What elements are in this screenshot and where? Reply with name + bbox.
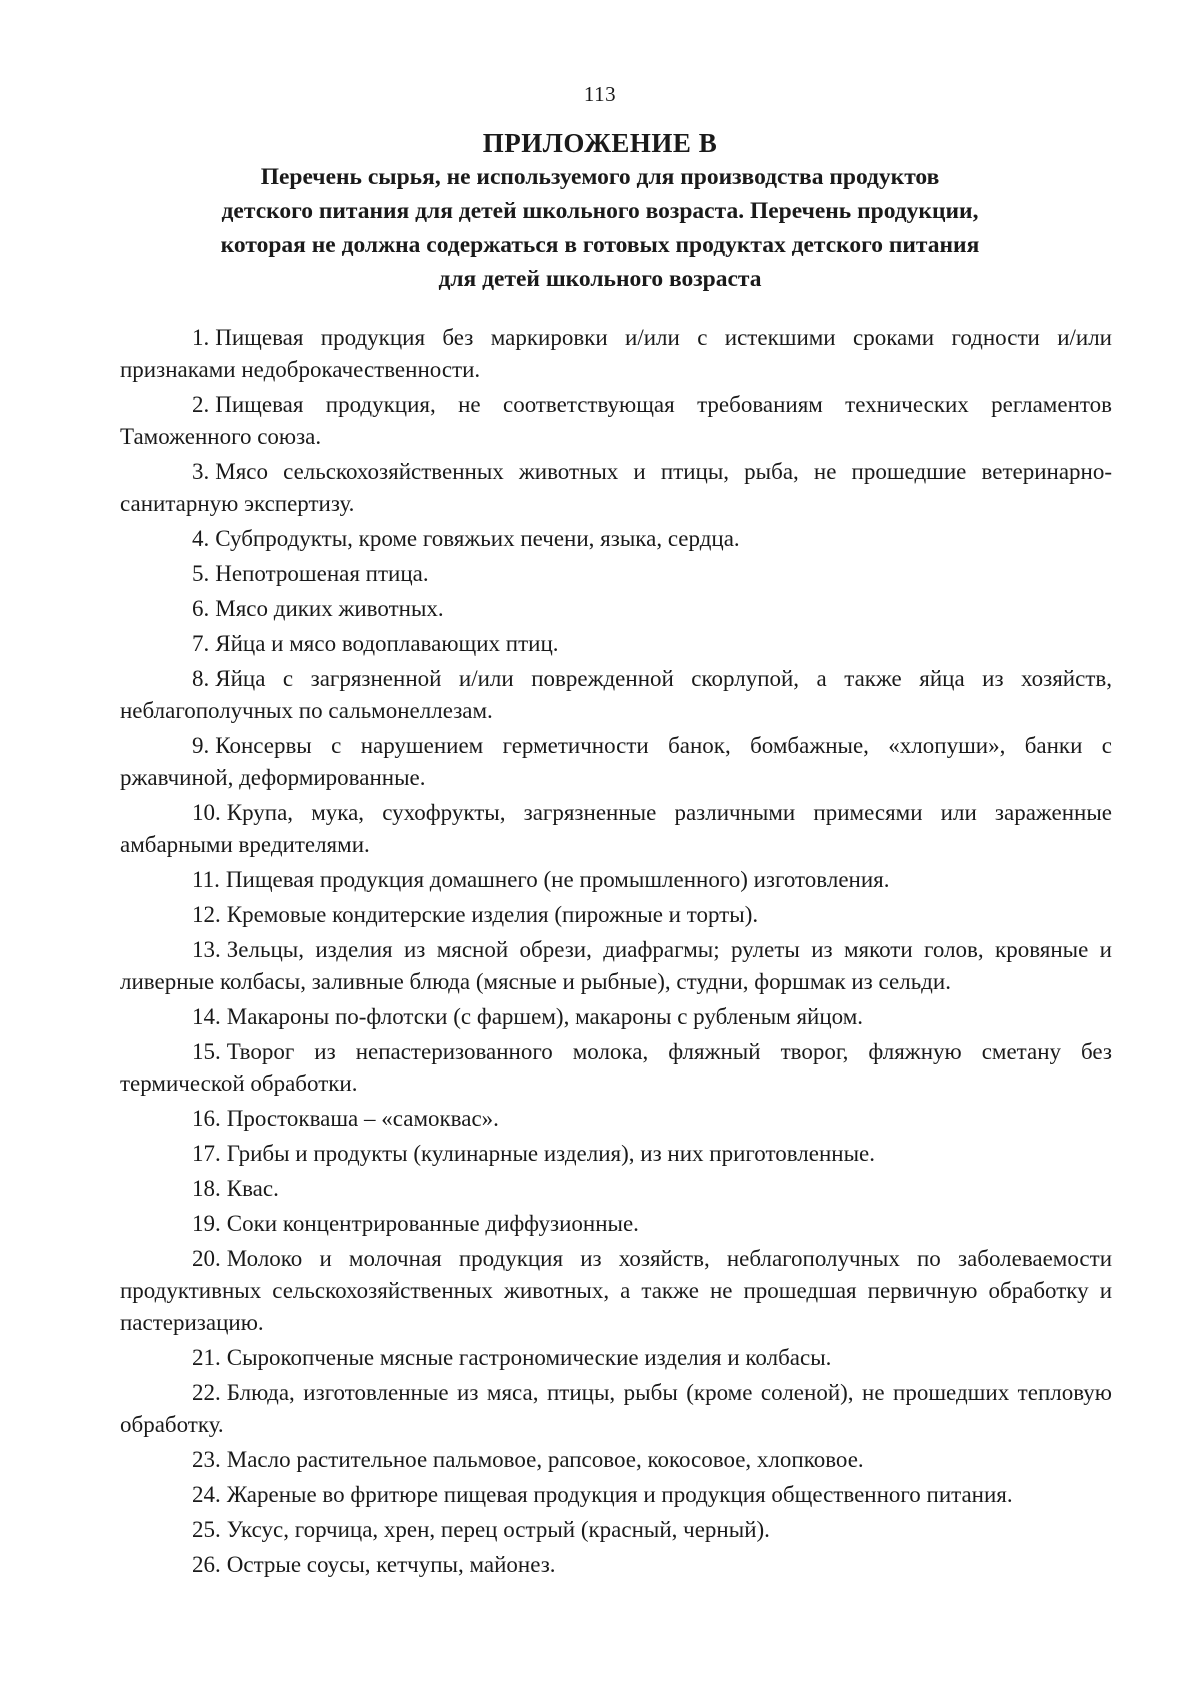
item-text: Уксус, горчица, хрен, перец острый (красный, черный). (226, 1517, 770, 1542)
subtitle-line: для детей школьного возраста (438, 266, 762, 292)
item-text: Мясо сельскохозяйственных животных и птицы, рыба, не прошедшие ветеринарно-санитарную экспертизу. (120, 459, 1112, 516)
list-item (120, 1342, 1112, 1374)
item-number: 21. (192, 1345, 221, 1370)
item-number: 20. (192, 1246, 221, 1271)
list-item (120, 1103, 1112, 1135)
item-text: Мясо диких животных. (215, 596, 444, 621)
item-number: 16. (192, 1106, 221, 1131)
page-number: 113 (583, 82, 617, 106)
item-text: Сырокопченые мясные гастрономические изделия и колбасы. (226, 1345, 832, 1370)
item-number: 5. (192, 561, 210, 586)
list-item (120, 558, 1112, 590)
list-item (120, 1138, 1112, 1170)
list-item (120, 797, 1112, 861)
item-number: 11. (192, 867, 220, 892)
item-number: 14. (192, 1004, 221, 1029)
item-text: Пищевая продукция без маркировки и/или с истекшими сроками годности и/или признаками недоброкачественности. (120, 325, 1112, 382)
list-item (120, 1479, 1112, 1511)
subtitle-line: детского питания для детей школьного возраста. Перечень продукции, (221, 198, 979, 224)
item-text: Блюда, изготовленные из мяса, птицы, рыбы (кроме соленой), не прошедших тепловую обработку. (120, 1380, 1112, 1437)
item-text: Острые соусы, кетчупы, майонез. (226, 1552, 556, 1577)
item-text: Молоко и молочная продукция из хозяйств, неблагополучных по заболеваемости продуктивных сельскохозяйственных животных, а также не прошедшая первичную обработку и пастеризацию. (120, 1246, 1112, 1335)
list-item (120, 1444, 1112, 1476)
item-number: 9. (192, 733, 210, 758)
list-item (120, 899, 1112, 931)
item-number: 8. (192, 666, 210, 691)
list-item (120, 663, 1112, 727)
item-text: Яйца и мясо водоплавающих птиц. (215, 631, 559, 656)
item-number: 23. (192, 1447, 221, 1472)
list-item (120, 1377, 1112, 1441)
list-item (120, 730, 1112, 794)
item-number: 18. (192, 1176, 221, 1201)
item-number: 24. (192, 1482, 221, 1507)
item-number: 4. (192, 526, 210, 551)
list-item (120, 593, 1112, 625)
item-text: Жареные во фритюре пищевая продукция и продукция общественного питания. (226, 1482, 1013, 1507)
item-text: Субпродукты, кроме говяжьих печени, языка, сердца. (215, 526, 740, 551)
item-number: 15. (192, 1039, 221, 1064)
item-number: 22. (192, 1380, 221, 1405)
list-item (120, 1173, 1112, 1205)
item-number: 3. (192, 459, 210, 484)
item-number: 7. (192, 631, 210, 656)
item-text: Соки концентрированные диффузионные. (226, 1211, 639, 1236)
item-number: 6. (192, 596, 210, 621)
page-title: ПРИЛОЖЕНИЕ В (482, 128, 718, 158)
item-text: Масло растительное пальмовое, рапсовое, кокосовое, хлопковое. (226, 1447, 864, 1472)
subtitle-line: Перечень сырья, не используемого для производства продуктов (260, 164, 940, 190)
list-item (120, 456, 1112, 520)
page-subtitle (120, 160, 1080, 296)
item-number: 13. (192, 937, 221, 962)
item-text: Кремовые кондитерские изделия (пирожные и торты). (226, 902, 759, 927)
list-item (120, 523, 1112, 555)
list-item (120, 1514, 1112, 1546)
list-item (120, 934, 1112, 998)
item-number: 17. (192, 1141, 221, 1166)
item-number: 2. (192, 392, 210, 417)
item-text: Крупа, мука, сухофрукты, загрязненные различными примесями или зараженные амбарными вредителями. (120, 800, 1112, 857)
item-text: Макароны по-флотски (с фаршем), макароны с рубленым яйцом. (226, 1004, 864, 1029)
subtitle-line: которая не должна содержаться в готовых продуктах детского питания (220, 232, 980, 258)
item-text: Грибы и продукты (кулинарные изделия), из них приготовленные. (226, 1141, 875, 1166)
item-number: 10. (192, 800, 221, 825)
item-text: Квас. (226, 1176, 279, 1201)
item-text: Яйца с загрязненной и/или поврежденной скорлупой, а также яйца из хозяйств, неблагополучных по сальмонеллезам. (120, 666, 1112, 723)
item-number: 19. (192, 1211, 221, 1236)
list-item (120, 1036, 1112, 1100)
item-text: Творог из непастеризованного молока, фляжный творог, фляжную сметану без термической обработки. (120, 1039, 1112, 1096)
item-number: 26. (192, 1552, 221, 1577)
item-text: Непотрошеная птица. (215, 561, 429, 586)
list-item (120, 1208, 1112, 1240)
list-item (120, 1001, 1112, 1033)
item-text: Пищевая продукция домашнего (не промышленного) изготовления. (225, 867, 890, 892)
item-number: 1. (192, 325, 210, 350)
list-item (120, 1243, 1112, 1339)
item-text: Пищевая продукция, не соответствующая требованиям технических регламентов Таможенного союза. (120, 392, 1112, 449)
list-item (120, 389, 1112, 453)
item-text: Зельцы, изделия из мясной обрези, диафрагмы; рулеты из мякоти голов, кровяные и ливерные колбасы, заливные блюда (мясные и рыбные), студни, форшмак из сельди. (120, 937, 1112, 994)
list-item (120, 864, 1112, 896)
list-item (120, 628, 1112, 660)
list-item (120, 322, 1112, 386)
item-number: 12. (192, 902, 221, 927)
list-item (120, 1549, 1112, 1581)
item-text: Консервы с нарушением герметичности банок, бомбажные, «хлопуши», банки с ржавчиной, деформированные. (120, 733, 1112, 790)
item-list (120, 322, 1112, 1584)
item-text: Простокваша – «самоквас». (226, 1106, 499, 1131)
item-number: 25. (192, 1517, 221, 1542)
